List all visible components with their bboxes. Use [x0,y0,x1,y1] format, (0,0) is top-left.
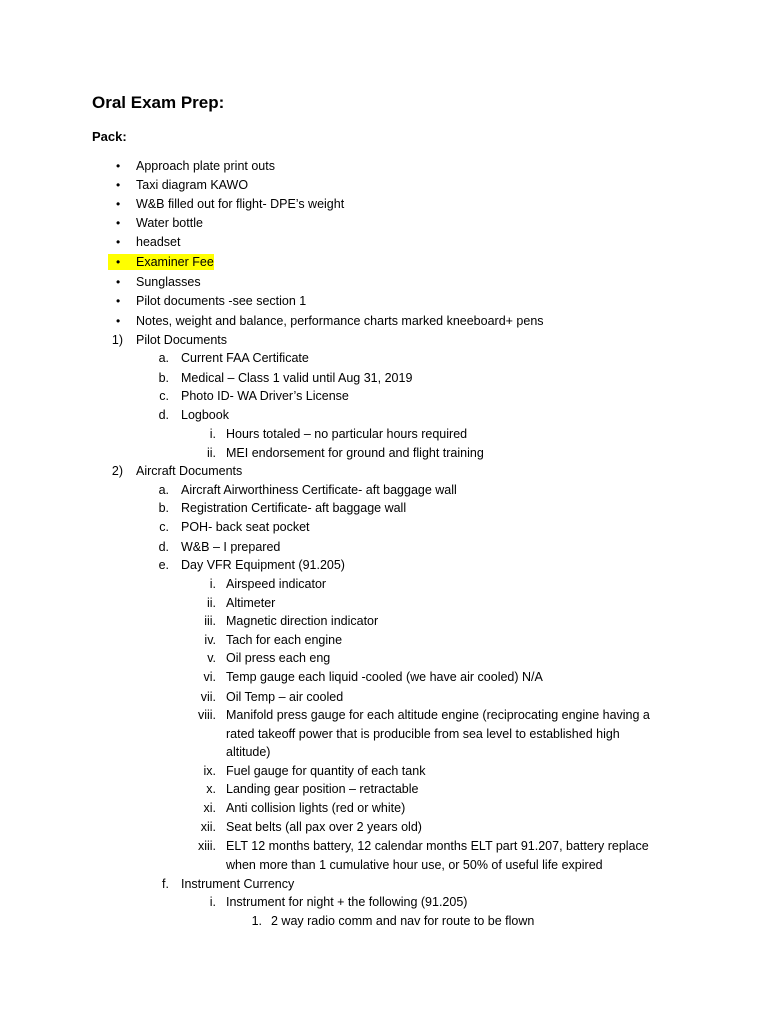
outline-item: Oil Temp – air cooled [226,690,344,704]
outline-item: Manifold press gauge for each altitude engine (reciprocating engine having a [226,708,650,722]
outline-item: Fuel gauge for quantity of each tank [226,764,426,778]
outline-item: Day VFR Equipment (91.205) [181,558,345,572]
outline-marker: xi. [203,801,216,815]
outline-marker: d. [158,540,169,554]
outline-item: rated takeoff power that is producible from sea level to established high [226,727,620,741]
outline-marker: a. [158,351,169,365]
bullet-marker: • [116,178,121,192]
outline-marker: viii. [197,708,216,722]
outline-marker: d. [158,408,169,422]
outline-item: Anti collision lights (red or white) [226,801,406,815]
outline-item: Medical – Class 1 valid until Aug 31, 2019 [181,371,413,385]
bullet-marker: • [116,314,121,328]
outline-marker: f. [162,877,169,891]
outline-item: Hours totaled – no particular hours required [226,427,468,441]
outline-marker: 2) [111,464,123,478]
outline-item: ELT 12 months battery, 12 calendar months ELT part 91.207, battery replace [226,839,649,853]
outline-item: Instrument for night + the following (91.205) [226,895,468,909]
outline-item: POH- back seat pocket [181,520,310,534]
outline-item: altitude) [226,745,271,759]
list-item: W&B filled out for flight- DPE’s weight [136,197,345,211]
outline-item: Pilot Documents [136,333,228,347]
outline-marker: c. [159,520,169,534]
outline-item: Current FAA Certificate [181,351,309,365]
outline-item: Altimeter [226,596,276,610]
outline-marker: i. [209,577,216,591]
outline-marker: ix. [203,764,216,778]
outline-item: Seat belts (all pax over 2 years old) [226,820,422,834]
outline-item: Landing gear position – retractable [226,782,419,796]
bullet-marker: • [116,216,121,230]
list-item: Sunglasses [136,275,201,289]
bullet-marker: • [116,235,121,249]
outline-marker: e. [158,558,169,572]
outline-marker: b. [158,501,169,515]
outline-item: MEI endorsement for ground and flight training [226,446,484,460]
list-item: Taxi diagram KAWO [136,178,249,192]
outline-item: W&B – I prepared [181,540,281,554]
bullet-marker: • [116,159,121,173]
outline-marker: 1. [251,914,262,928]
list-item-highlighted: Examiner Fee [136,255,214,269]
outline-marker: i. [209,427,216,441]
outline-marker: v. [207,651,216,665]
bullet-marker: • [116,275,121,289]
outline-marker: c. [159,389,169,403]
outline-marker: ii. [206,446,216,460]
outline-item: Temp gauge each liquid -cooled (we have air cooled) N/A [226,670,543,684]
page-title: Oral Exam Prep: [92,93,225,112]
bullet-marker-highlighted: • [108,254,136,270]
list-item: Pilot documents -see section 1 [136,294,307,308]
outline-item: Photo ID- WA Driver’s License [181,389,349,403]
outline-item: Instrument Currency [181,877,295,891]
outline-item: Registration Certificate- aft baggage wall [181,501,407,515]
outline-item: Aircraft Documents [136,464,243,478]
outline-item: Aircraft Airworthiness Certificate- aft baggage wall [181,483,457,497]
outline-marker: vi. [203,670,216,684]
bullet-marker: • [116,197,121,211]
outline-marker: xii. [200,820,216,834]
outline-item: Logbook [181,408,229,422]
outline-marker: xiii. [197,839,216,853]
outline-marker: a. [158,483,169,497]
list-item: Water bottle [136,216,203,230]
outline-item: Magnetic direction indicator [226,614,379,628]
outline-marker: vii. [200,690,216,704]
outline-item: Tach for each engine [226,633,343,647]
outline-marker: ii. [206,596,216,610]
outline-marker: b. [158,371,169,385]
outline-item: Airspeed indicator [226,577,327,591]
outline-marker: 1) [111,333,123,347]
outline-item: when more than 1 cumulative hour use, or 50% of useful life expired [226,858,603,872]
bullet-marker: • [116,294,121,308]
pack-heading: Pack: [92,129,127,144]
outline-item: 2 way radio comm and nav for route to be flown [271,914,535,928]
list-item: headset [136,235,181,249]
list-item: Approach plate print outs [136,159,275,173]
outline-item: Oil press each eng [226,651,331,665]
list-item: Notes, weight and balance, performance charts marked kneeboard+ pens [136,314,544,328]
outline-marker: iv. [204,633,216,647]
outline-marker: x. [206,782,216,796]
outline-marker: i. [209,895,216,909]
outline-marker: iii. [204,614,216,628]
